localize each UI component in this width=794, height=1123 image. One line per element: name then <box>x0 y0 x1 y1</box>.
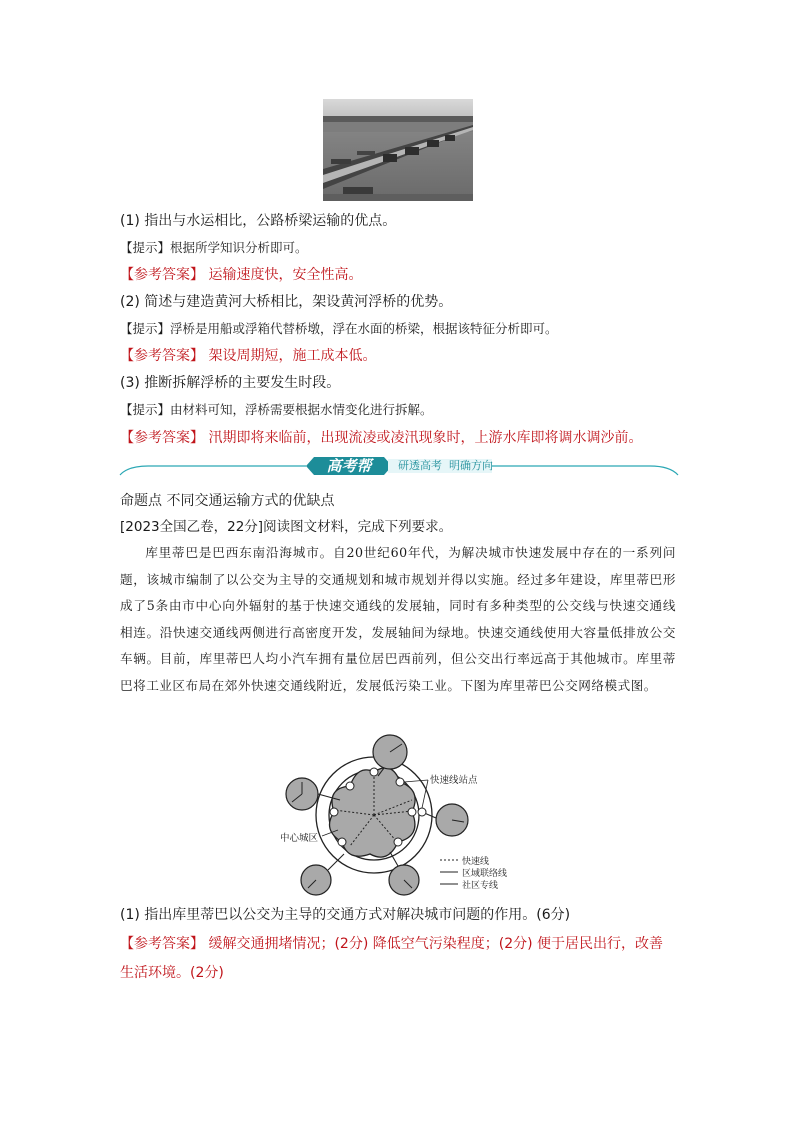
answer-1: 【参考答案】 运输速度快，安全性高。 <box>120 267 363 283</box>
question-1: (1) 指出与水运相比，公路桥梁运输的优点。 <box>120 213 397 229</box>
passage: 库里蒂巴是巴西东南沿海城市。自20世纪60年代，为解决城市快速发展中存在的一系列问题，该城市编制了以公交为主导的交通规划和城市规划并得以实施。经过多年建设，库里蒂巴形成了5条由市中心向外辐射的基于快速交通线的发展轴，同时有多种类型的公交线与快速交通线相连。沿快速交通线两侧进行高密度开发，发展轴间为绿地。快速交通线使用大容量低排放公交车辆。目前，库里蒂巴人均小汽车拥有量位居巴西前列，但公交出行率远高于其他城市。库里蒂巴将工业区布局在郊外快速交通线附近，发展低污染工业。下图为库里蒂巴公交网络模式图。 <box>120 545 676 693</box>
hint-1: 【提示】根据所学知识分析即可。 <box>120 240 308 255</box>
question-3: (3) 推断拆解浮桥的主要发生时段。 <box>120 375 341 391</box>
legend-regional: 区域联络线 <box>462 869 508 879</box>
legend-community: 社区专线 <box>462 881 499 891</box>
station-label: 快速线站点 <box>430 775 478 786</box>
hint-2: 【提示】浮桥是用船或浮箱代替桥墩，浮在水面的桥梁，根据该特征分析即可。 <box>120 321 558 336</box>
banner-subtitle: 研透高考 明确方向 <box>398 459 493 472</box>
answer-3: 【参考答案】 汛期即将来临前，出现流凌或凌汛现象时，上游水库即将调水调沙前。 <box>120 430 643 446</box>
answer-final: 【参考答案】 缓解交通拥堵情况；(2分) 降低空气污染程度；(2分) 便于居民出行，改善生活环境。(2分) <box>120 936 664 981</box>
bridge-photo <box>323 99 473 201</box>
gaokaobang-banner <box>118 453 680 479</box>
center-label: 中心城区 <box>280 833 319 844</box>
bus-network-diagram <box>272 730 532 900</box>
source-line: [2023全国乙卷，22分]阅读图文材料，完成下列要求。 <box>120 519 453 535</box>
topic-line: 命题点 不同交通运输方式的优缺点 <box>120 493 335 509</box>
question-2: (2) 简述与建造黄河大桥相比，架设黄河浮桥的优势。 <box>120 294 453 310</box>
legend-express: 快速线 <box>462 857 490 867</box>
question-final: (1) 指出库里蒂巴以公交为主导的交通方式对解决城市问题的作用。(6分) <box>120 907 571 923</box>
banner-title: 高考帮 <box>326 457 372 475</box>
hint-3: 【提示】由材料可知，浮桥需要根据水情变化进行拆解。 <box>120 402 433 417</box>
answer-2: 【参考答案】 架设周期短，施工成本低。 <box>120 348 377 364</box>
